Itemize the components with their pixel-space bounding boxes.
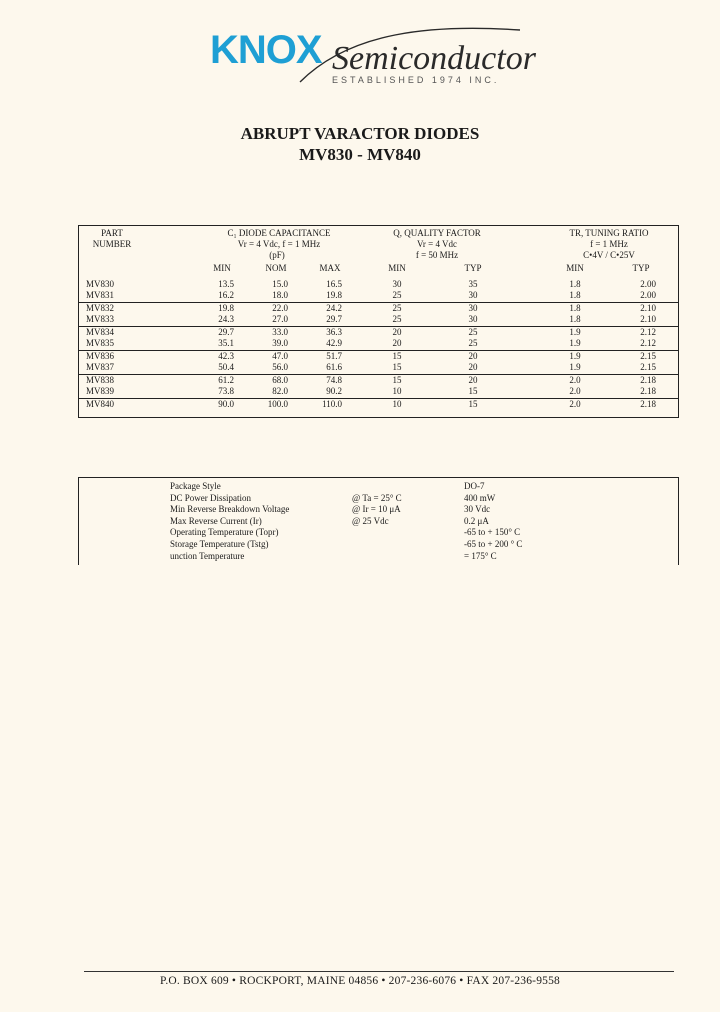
cell-tr-min: 1.8 (569, 314, 581, 324)
cell-cap-nom: 47.0 (272, 351, 288, 361)
logo-company: Semiconductor (332, 40, 536, 77)
spec-label: Max Reverse Current (Ir) (170, 515, 262, 526)
cell-cap-nom: 82.0 (272, 386, 288, 396)
spec-row (79, 551, 678, 563)
spec-row (79, 527, 678, 539)
cell-tr-min: 1.8 (569, 279, 581, 289)
cell-tr-typ: 2.18 (640, 386, 656, 396)
cell-part: MV831 (86, 290, 115, 300)
capacitance-table (78, 225, 679, 418)
cell-cap-max: 51.7 (326, 351, 342, 361)
cell-tr-typ: 2.12 (640, 327, 656, 337)
cell-q-min: 20 (392, 327, 402, 337)
cell-tr-typ: 2.18 (640, 375, 656, 385)
cell-q-min: 20 (392, 338, 402, 348)
spec-row (79, 539, 678, 551)
cell-q-typ: 25 (468, 327, 478, 337)
cell-q-min: 10 (392, 386, 402, 396)
spec-cond: @ Ir = 10 μA (352, 504, 401, 515)
cell-cap-max: 19.8 (326, 290, 342, 300)
table-row (79, 314, 678, 325)
cell-q-typ: 20 (468, 375, 478, 385)
q-header-2: Vr = 4 Vdc (416, 239, 458, 249)
cell-q-typ: 25 (468, 338, 478, 348)
subhead-cap-max: MAX (319, 263, 341, 273)
cell-q-min: 15 (392, 375, 402, 385)
q-header-3: f = 50 MHz (415, 250, 459, 260)
cell-cap-min: 16.2 (218, 290, 234, 300)
cell-cap-nom: 22.0 (272, 303, 288, 313)
cell-cap-min: 24.3 (218, 314, 234, 324)
spec-value: 30 Vdc (464, 504, 491, 515)
cell-part: MV832 (86, 303, 115, 313)
subhead-q-typ: TYP (464, 263, 482, 273)
spec-value: 0.2 μA (464, 515, 489, 526)
cell-part: MV838 (86, 375, 115, 385)
cell-q-min: 25 (392, 290, 402, 300)
cell-q-typ: 15 (468, 386, 478, 396)
cell-cap-min: 42.3 (218, 351, 234, 361)
footer-contact: P.O. BOX 609 • ROCKPORT, MAINE 04856 • 207-236-6076 • FAX 207-236-9558 (160, 975, 560, 987)
cell-part: MV839 (86, 386, 115, 396)
table-row (79, 279, 678, 290)
cell-cap-min: 61.2 (218, 375, 234, 385)
cell-cap-min: 13.5 (218, 279, 234, 289)
table-row (79, 326, 678, 338)
cell-tr-typ: 2.10 (640, 303, 656, 313)
tr-header-1: TR, TUNING RATIO (569, 228, 649, 238)
cell-cap-min: 90.0 (218, 399, 234, 409)
q-header-1: Q, QUALITY FACTOR (393, 228, 481, 238)
cell-tr-typ: 2.15 (640, 362, 656, 372)
spec-label: Min Reverse Breakdown Voltage (170, 504, 290, 515)
cell-tr-min: 2.0 (569, 386, 581, 396)
spec-table (78, 477, 679, 565)
spec-value: -65 to + 150° C (464, 527, 521, 538)
cell-cap-max: 74.8 (326, 375, 342, 385)
cell-tr-typ: 2.18 (640, 399, 656, 409)
cell-cap-nom: 39.0 (272, 338, 288, 348)
cell-cap-min: 35.1 (218, 338, 234, 348)
cell-tr-min: 1.9 (569, 338, 581, 348)
cell-tr-typ: 2.00 (640, 279, 656, 289)
cell-tr-min: 2.0 (569, 399, 581, 409)
company-logo (210, 22, 550, 92)
cell-cap-max: 24.2 (326, 303, 342, 313)
cell-cap-min: 73.8 (218, 386, 234, 396)
table-row (79, 290, 678, 301)
subhead-cap-min: MIN (213, 263, 231, 273)
cell-cap-max: 42.9 (326, 338, 342, 348)
cell-cap-max: 110.0 (322, 399, 342, 409)
cell-tr-min: 1.9 (569, 327, 581, 337)
cell-part: MV833 (86, 314, 115, 324)
cell-cap-nom: 27.0 (272, 314, 288, 324)
spec-value: = 175° C (464, 550, 497, 561)
subhead-tr-min: MIN (566, 263, 584, 273)
cell-q-min: 25 (392, 303, 402, 313)
table-row (79, 350, 678, 362)
subhead-q-min: MIN (388, 263, 406, 273)
cell-q-typ: 30 (468, 303, 478, 313)
page-subtitle: MV830 - MV840 (299, 145, 421, 164)
table-row (79, 386, 678, 397)
cell-tr-min: 1.8 (569, 290, 581, 300)
spec-row (79, 516, 678, 528)
cell-cap-min: 50.4 (218, 362, 234, 372)
cell-tr-min: 1.9 (569, 351, 581, 361)
logo-brand: KNOX (210, 28, 322, 72)
cell-q-typ: 35 (468, 279, 478, 289)
logo-established: ESTABLISHED 1974 INC. (332, 75, 500, 85)
cell-q-min: 15 (392, 362, 402, 372)
part-header-2: NUMBER (92, 239, 132, 249)
cell-cap-nom: 100.0 (267, 399, 288, 409)
cap-header-1: C₁ DIODE CAPACITANCE (227, 228, 331, 238)
cell-part: MV836 (86, 351, 115, 361)
cell-cap-nom: 56.0 (272, 362, 288, 372)
tr-header-3: C•4V / C•25V (583, 250, 635, 260)
cell-part: MV835 (86, 338, 115, 348)
cell-part: MV840 (86, 399, 115, 409)
cell-q-min: 15 (392, 351, 402, 361)
table-row (79, 374, 678, 386)
cell-q-typ: 30 (468, 314, 478, 324)
cell-part: MV830 (86, 279, 115, 289)
spec-row (79, 481, 678, 493)
cell-cap-max: 61.6 (326, 362, 342, 372)
cell-tr-typ: 2.12 (640, 338, 656, 348)
spec-label: Storage Temperature (Tstg) (170, 539, 269, 549)
cell-q-min: 30 (392, 279, 402, 289)
cell-cap-max: 16.5 (326, 279, 342, 289)
spec-cond: @ 25 Vdc (352, 515, 389, 526)
part-header-1: PART (101, 228, 123, 238)
cell-cap-max: 90.2 (326, 386, 342, 396)
cell-cap-min: 29.7 (218, 327, 234, 337)
table-row (79, 398, 678, 410)
cell-cap-min: 19.8 (218, 303, 234, 313)
table-row (79, 362, 678, 373)
spec-label: Package Style (170, 481, 221, 491)
cap-header-3: (pF) (269, 250, 285, 260)
cell-cap-max: 36.3 (326, 327, 342, 337)
spec-value: -65 to + 200 ° C (464, 539, 523, 549)
spec-cond: @ Ta = 25° C (352, 492, 402, 503)
cell-cap-nom: 33.0 (272, 327, 288, 337)
cell-part: MV837 (86, 362, 115, 372)
cell-q-typ: 20 (468, 362, 478, 372)
cell-q-typ: 15 (468, 399, 478, 409)
cap-header-2: Vr = 4 Vdc, f = 1 MHz (237, 239, 321, 249)
cell-cap-nom: 68.0 (272, 375, 288, 385)
spec-label: Operating Temperature (Topr) (170, 527, 279, 538)
footer-divider (84, 971, 674, 972)
page-title: ABRUPT VARACTOR DIODES (240, 124, 480, 143)
spec-row (79, 493, 678, 505)
cell-tr-typ: 2.00 (640, 290, 656, 300)
cell-tr-min: 1.9 (569, 362, 581, 372)
cell-tr-typ: 2.10 (640, 314, 656, 324)
subhead-tr-typ: TYP (632, 263, 650, 273)
cell-cap-nom: 18.0 (272, 290, 288, 300)
table-row (79, 302, 678, 314)
cell-cap-nom: 15.0 (272, 279, 288, 289)
subhead-cap-nom: NOM (265, 263, 287, 273)
cell-q-typ: 20 (468, 351, 478, 361)
spec-row (79, 504, 678, 516)
spec-label: unction Temperature (170, 550, 245, 561)
table-row (79, 338, 678, 349)
spec-value: DO-7 (464, 481, 485, 491)
cell-q-min: 25 (392, 314, 402, 324)
tr-header-2: f = 1 MHz (590, 239, 628, 249)
cell-part: MV834 (86, 327, 115, 337)
spec-label: DC Power Dissipation (170, 492, 251, 503)
cell-q-typ: 30 (468, 290, 478, 300)
cell-tr-min: 2.0 (569, 375, 581, 385)
spec-value: 400 mW (464, 492, 496, 503)
cell-cap-max: 29.7 (326, 314, 342, 324)
cell-q-min: 10 (392, 399, 402, 409)
cell-tr-typ: 2.15 (640, 351, 656, 361)
cell-tr-min: 1.8 (569, 303, 581, 313)
